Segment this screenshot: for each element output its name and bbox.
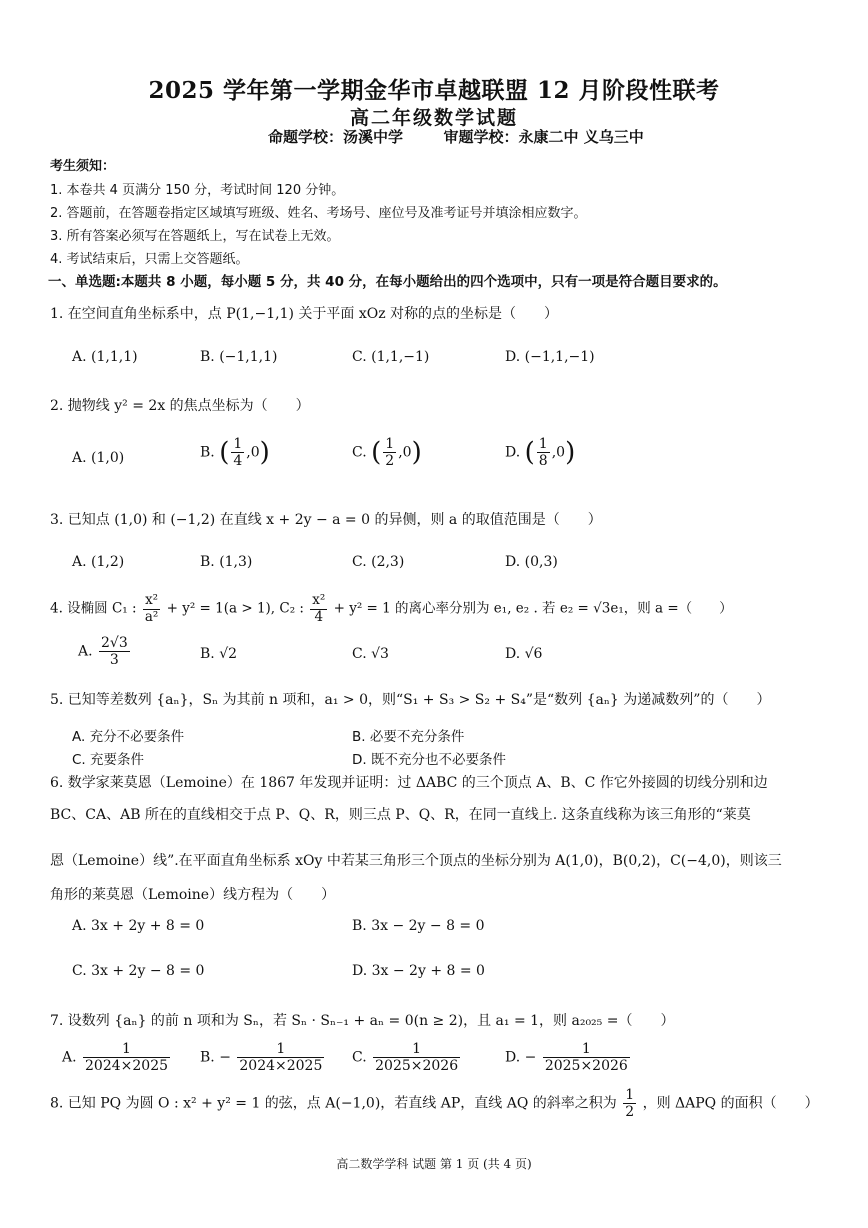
q4-stem-part3: + y² = 1 的离心率分别为 e₁, e₂ . 若 e₂ = √3e₁，则 a =（ ） [333,600,733,617]
exam-subtitle: 高二年级数学试题 [349,107,518,129]
q2-option-b-fraction [231,436,244,469]
notice-item: 4. 考试结束后，只需上交答题纸。 [50,252,249,267]
q4-option-c: C. √3 [352,646,389,662]
q6-option-b: B. 3x − 2y − 8 = 0 [352,918,485,934]
q8-stem-part2: ，则 ΔAPQ 的面积（ ） [642,1095,819,1112]
q1-option-d: D. (−1,1,−1) [505,349,595,365]
exam-title: 2025 学年第一学期金华市卓越联盟 12 月阶段性联考 [148,77,720,104]
q2-option-b: B. ( $\frac{1}{4}$ ,0) [200,436,270,470]
q7-option-d-label: D. − [505,1049,537,1066]
page-footer: 高二数学学科 试题 第 1 页 (共 4 页) [336,1157,532,1171]
fraction-denominator: 2024×2025 [85,1058,169,1075]
q5-option-d: D. 既不充分也不必要条件 [352,752,506,768]
q4-option-d: D. √6 [505,646,543,662]
q4-option-a [78,635,132,668]
question-6-line: 恩（Lemoine）线”.在平面直角坐标系 xOy 中若某三角形三个顶点的坐标分别为 A(1,0)，B(0,2)，C(−4,0)，则该三 [50,853,782,869]
q2-option-c-fraction [383,436,396,469]
q4-stem-part2: + y² = 1(a > 1), C₂ : [166,600,304,617]
question-3-stem: 3. 已知点 (1,0) 和 (−1,2) 在直线 x + 2y − a = 0 的异侧，则 a 的取值范围是（ ） [50,512,602,528]
fraction-numerator: 1 [233,436,243,452]
question-6-line: 角形的莱莫恩（Lemoine）线方程为（ ） [50,887,336,903]
q7-option-a-label: A. [62,1049,77,1066]
q6-option-c: C. 3x + 2y − 8 = 0 [72,963,205,979]
q2-option-d-label: D. [505,444,521,461]
fraction-denominator: 2 [385,453,395,470]
fraction-denominator: 8 [538,453,548,470]
notice-item: 2. 答题前，在答题卷指定区域填写班级、姓名、考场号、座位号及准考证号并填涂相应数字。 [50,206,587,221]
fraction-denominator: 4 [314,608,324,625]
q5-option-b: B. 必要不充分条件 [352,729,465,745]
q2-option-b-label: B. [200,444,215,461]
fraction-numerator: 2√3 [101,635,128,651]
q7-option-b-label: B. − [200,1049,231,1066]
q2-option-c-tail: ,0 [398,444,412,461]
q2-option-d-tail: ,0 [551,444,566,461]
q7-option-d [505,1041,632,1074]
q6-option-d: D. 3x − 2y + 8 = 0 [352,963,485,979]
q7-option-c [352,1041,462,1074]
fraction-denominator: a² [144,608,159,625]
notice-item: 3. 所有答案必须写在答题纸上，写在试卷上无效。 [50,229,340,244]
q8-fraction [623,1087,636,1120]
q7-option-d-fraction [543,1041,630,1074]
fraction-denominator: 2024×2025 [239,1058,323,1075]
fraction-numerator: x² [312,592,326,608]
section-heading: 一、单选题:本题共 8 小题，每小题 5 分，共 40 分，在每小题给出的四个选项中，只有一项是符合题目要求的。 [48,274,727,290]
q3-option-a: A. (1,2) [72,554,125,570]
q7-option-b-fraction [237,1041,324,1074]
q2-option-d-fraction [537,436,550,469]
fraction-denominator: 2025×2026 [375,1058,459,1075]
question-2-stem: 2. 抛物线 y² = 2x 的焦点坐标为（ ） [50,398,310,414]
q7-option-a [62,1041,172,1074]
fraction-denominator: 2025×2026 [544,1058,628,1075]
setter-school: 命题学校：汤溪中学 [268,128,404,146]
notice-heading: 考生须知： [50,159,116,174]
fraction-numerator: 1 [385,436,395,452]
fraction-denominator: 2 [625,1104,635,1121]
q1-option-c: C. (1,1,−1) [352,349,430,365]
question-1-stem: 1. 在空间直角坐标系中，点 P(1,−1,1) 关于平面 xOz 对称的点的坐标是（ ） [50,306,559,322]
reviewer-school: 审题学校：永康二中 义乌三中 [443,128,644,146]
fraction-numerator: 1 [625,1087,635,1103]
q3-option-c: C. (2,3) [352,554,405,570]
q3-option-d: D. (0,3) [505,554,558,570]
question-6-line: BC、CA、AB 所在的直线相交于点 P、Q、R，则三点 P、Q、R，在同一直线上. 这条直线称为该三角形的“莱莫 [50,807,751,823]
question-6-line: 6. 数学家莱莫恩（Lemoine）在 1867 年发现并证明：过 ΔABC 的三个顶点 A、B、C 作它外接圆的切线分别和边 [50,775,768,791]
q2-option-c: C. ( $\frac{1}{2}$ ,0) [352,436,422,470]
q1-option-a: A. (1,1,1) [72,349,138,365]
q2-option-a: A. (1,0) [72,450,125,466]
fraction-numerator: 1 [373,1041,460,1058]
q6-option-a: A. 3x + 2y + 8 = 0 [72,918,205,934]
q7-option-b [200,1041,326,1074]
school-info [268,126,644,147]
fraction-numerator: 1 [543,1041,630,1058]
q2-option-c-label: C. [352,444,367,461]
q7-option-c-label: C. [352,1049,367,1066]
q2-option-b-tail: ,0 [246,444,260,461]
question-4-stem [50,593,733,625]
question-7-stem: 7. 设数列 {aₙ} 的前 n 项和为 Sₙ，若 Sₙ · Sₙ₋₁ + aₙ = 0(n ≥ 2)，且 a₁ = 1，则 a₂₀₂₅ =（ ） [50,1013,675,1029]
q8-stem-part1: 8. 已知 PQ 为圆 O : x² + y² = 1 的弦，点 A(−1,0)，若直线 AP，直线 AQ 的斜率之积为 [50,1095,617,1112]
q2-option-d: D. ( $\frac{1}{8}$ ,0) [505,436,576,470]
q4-stem-part1: 4. 设椭圆 C₁ : [50,600,137,617]
q5-option-a: A. 充分不必要条件 [72,729,185,745]
q4-option-a-fraction [99,635,130,668]
fraction-denominator: 4 [233,453,243,470]
fraction-numerator: 1 [83,1041,170,1058]
q1-option-b: B. (−1,1,1) [200,349,278,365]
q4-option-b: B. √2 [200,646,238,662]
q7-option-a-fraction [83,1041,170,1074]
fraction-denominator: 3 [109,652,119,669]
q3-option-b: B. (1,3) [200,554,253,570]
q4-option-a-label: A. [78,643,93,660]
fraction-numerator: 1 [538,436,548,452]
q7-option-c-fraction [373,1041,460,1074]
question-8-stem [50,1087,819,1120]
question-5-stem: 5. 已知等差数列 {aₙ}，Sₙ 为其前 n 项和，a₁ > 0，则“S₁ + S₃ > S₂ + S₄”是“数列 {aₙ} 为递减数列”的（ ） [50,692,771,708]
q4-fraction-2 [310,593,327,625]
q5-option-c: C. 充要条件 [72,752,145,768]
notice-item: 1. 本卷共 4 页满分 150 分，考试时间 120 分钟。 [50,183,345,198]
fraction-numerator: 1 [237,1041,324,1058]
fraction-numerator: x² [143,593,160,610]
q4-fraction-1 [143,593,160,625]
